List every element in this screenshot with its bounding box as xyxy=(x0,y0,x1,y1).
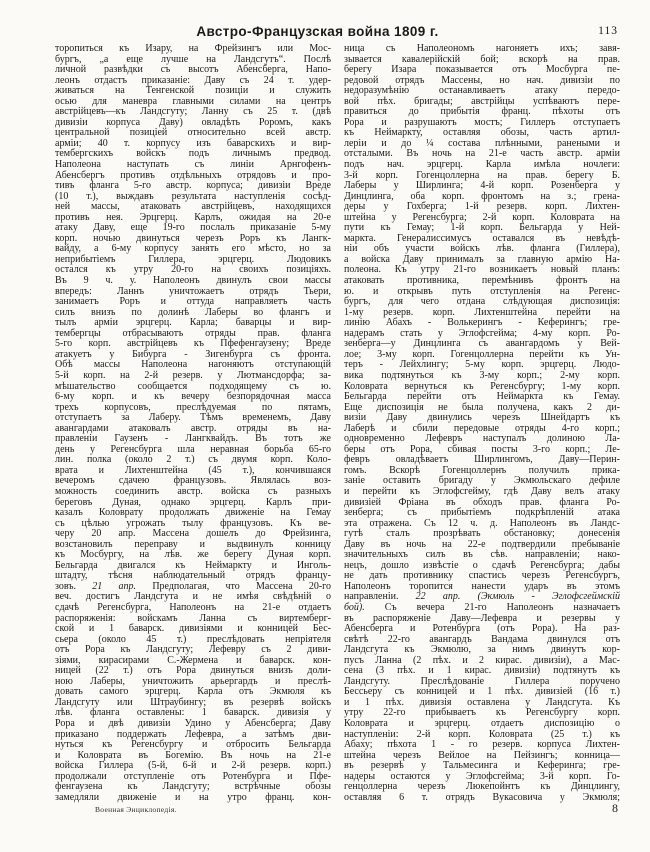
text-line: распоряженія: войскамъ Ланна съ виртемберг- xyxy=(55,612,331,624)
text-line: теръ - Лейхлингу; 5-му корп. эрцгерц. Людо- xyxy=(344,359,620,371)
text-line: бургъ, для чего отдана слѣдующая диспозиція: xyxy=(344,296,620,308)
text-line: линію Абахъ - Волькерингъ - Кеферингъ; гре- xyxy=(344,317,620,329)
text-line: отъ Рора къ Ландсгуту; Лефевру съ 2 диви- xyxy=(55,644,331,656)
text-line: Ландсгуту или Штраубингу; въ резервѣ войскъ xyxy=(55,696,331,708)
text-line: пути къ Гемау; 1-й корп. Бельгарда у Ней- xyxy=(344,222,620,234)
text-line: атаку Даву, еще 19-го послалъ приказаніе 5-му xyxy=(55,222,331,234)
text-line: къ Мосбургу, на лѣв. же берегу Дуная корп. xyxy=(55,549,331,561)
text-line: корп. ночью двинуться черезъ Роръ къ Лангк- xyxy=(55,232,331,244)
text-line: тембергскихъ войскъ подъ личнымъ предвод. xyxy=(55,148,331,160)
text-line: нецъ, дошло извѣстіе о сдачѣ Регенсбурга; дабы xyxy=(344,559,620,571)
text-line: тивъ фланга 5-го австр. корпуса; дивизіи Вреде xyxy=(55,180,331,192)
text-line: отступаетъ за Лаберу. Тѣмъ временемъ, Даву xyxy=(55,412,331,424)
text-line: Ландсгуту. Преслѣдованіе Гиллера поручено xyxy=(344,675,620,687)
text-line: веч. достигъ Ландсгута и не имѣя свѣдѣній о xyxy=(55,591,331,603)
text-line: деры у Гохберга; 1-й резерв. корп. Лихтен- xyxy=(344,201,620,213)
text-line: отсталыми. Въ ночь на 21-е часть австр. арміи xyxy=(344,148,620,160)
text-line: торопиться къ Изару, на Фрейзингъ или Мос- xyxy=(55,43,331,54)
text-line: неприбытіемъ Гиллера, эрцгерц. Людовикъ xyxy=(55,253,331,265)
text-line: вика подтянуться къ 3-му корп.; 2-му корп. xyxy=(344,369,620,381)
text-line: зенберга—у Динцлинга съ авангардомъ у Вей- xyxy=(344,338,620,350)
text-line: нуться къ Регенсбургу и отбросить Бельгарда xyxy=(55,739,331,751)
text-line: 6-му корп. и къ вечеру безпорядочная масса xyxy=(55,391,331,403)
text-line: замедляли движеніе и на утро франц. кон- xyxy=(55,791,331,803)
text-line: правленіи Гаузенъ - Лангквайдъ. Въ тотъ же xyxy=(55,433,331,445)
text-line: подъ нач. эрцгерц. Карла имѣла ночлеги: xyxy=(344,159,620,171)
text-line: атаковать противника, перемѣнивъ фронтъ на xyxy=(344,275,620,287)
text-line: надеры остаются у Эглофсгейма; 3-й корп. Го- xyxy=(344,770,620,782)
text-line: въ распоряженіе Даву—Лефевра и резервы у xyxy=(344,612,620,624)
text-line: бургъ, „а еще лучше на Ландсгутъ“. Послѣ xyxy=(55,53,331,65)
text-line: свѣтѣ 22-го авангардъ Вандама двинулся отъ xyxy=(344,633,620,645)
text-line: ница съ Наполеономъ нагоняетъ ихъ; завя- xyxy=(344,43,620,54)
text-line: Коловрата вернуться къ Регенсбургу; 1-му корп. xyxy=(344,380,620,392)
running-head xyxy=(55,24,620,40)
text-line: зенберга; съ прибытіемъ подкрѣпленій атака xyxy=(344,507,620,519)
text-line: гутѣ сталъ прозрѣвать обстановку; донесенія xyxy=(344,528,620,540)
text-line: а войска Даву принималъ за главную армію На- xyxy=(344,253,620,265)
text-line: наступленіи: 2-й корп. Коловрата (25 т.) къ xyxy=(344,728,620,740)
text-line: заніе оставить бригаду у Экмюльскаго дефиле xyxy=(344,475,620,487)
text-line: тылъ арміи эрцгерц. Карла; баварцы и вир- xyxy=(55,317,331,329)
text-line: авангардами атаковалъ австр. отряды въ на- xyxy=(55,422,331,434)
text-columns xyxy=(55,44,620,803)
text-line: не дать противнику спастись черезъ Регенсбургъ, xyxy=(344,570,620,582)
text-line: войска Гиллера (5-й, 6-й и 2-й резерв. корп.) xyxy=(55,760,331,772)
text-line: врата и Лихтенштейна (45 т.), кончившаяся xyxy=(55,464,331,476)
text-line: съ цѣлью угрожать тылу французовъ. Къ ве- xyxy=(55,517,331,529)
text-line: фенгаузена къ Ландсгуту; встрѣчные обозы xyxy=(55,781,331,793)
text-line: сьера (около 45 т.) преслѣдовать непріятеля xyxy=(55,633,331,645)
text-line: недоразумѣнію останавливаетъ атаку передо- xyxy=(344,85,620,97)
text-line: въ резервѣ у Тальмесинга и Кеферинга; гре- xyxy=(344,760,620,772)
text-line: 1-му резерв. корп. Лихтенштейна перейти на xyxy=(344,306,620,318)
text-line: береговъ Дуная, однако эрцгерц. Карлъ при- xyxy=(55,496,331,508)
text-line: и 1 пѣх. дивизія оставлена у Ландсгута. Къ xyxy=(344,696,620,708)
text-line: ніи объ участи войскъ лѣв. фланга (Гиллера), xyxy=(344,243,620,255)
text-line: эта отражена. Съ 12 ч. д. Наполеонъ въ Ландс- xyxy=(344,517,620,529)
text-line: утру 22-го прибываетъ къ Регенсбургу корп. xyxy=(344,707,620,719)
text-line: приказано поддержать Лефевра, а затѣмъ дви- xyxy=(55,728,331,740)
text-line: Абенсберга и Ротенбурга (отъ Рора). На раз- xyxy=(344,623,620,635)
text-line: вайду, а 6-му корпусу занять его мѣсто, но за xyxy=(55,243,331,255)
text-line: и Коловрата въ Богемію. Въ ночь на 21-е xyxy=(55,749,331,761)
text-line: ницей (22 т.) отъ Рора двинуться внизъ доли- xyxy=(55,665,331,677)
text-line: Бельгарда перейти отъ Неймаркта къ Гемау. xyxy=(344,391,620,403)
text-line: одновременно Лефевръ наступалъ долиною Ла- xyxy=(344,433,620,445)
text-line: мѣшательство сообщается подходящему съ ю. xyxy=(55,380,331,392)
text-line: лин. полка (около 2 т.) съ двумя корп. Коло- xyxy=(55,454,331,466)
text-line: Въ 9 ч. у. Наполеонъ двинулъ свои массы xyxy=(55,275,331,287)
text-line: надерамъ стать у Эглофсгейма; 4-му корп. Ро- xyxy=(344,327,620,339)
text-line: тембергцы отбрасываютъ отряды прав. фланга xyxy=(55,327,331,339)
text-line: лое; 3-му корп. Гогенцоллерна перейти къ Ун- xyxy=(344,348,620,360)
text-line: Обѣ массы Наполеона нагоняютъ отступающій xyxy=(55,359,331,371)
text-line: Бессьеру съ конницей и 1 пѣх. дивизіей (16 т.) xyxy=(344,686,620,698)
text-line: Лаберы у Ширлинга; 4-й корп. Розенберга у xyxy=(344,180,620,192)
text-line: Наполеона наступать съ линіи Арнгофенъ- xyxy=(55,159,331,171)
text-line: Абаху; пѣхота 1 - го резерв. корпуса Лихтен- xyxy=(344,739,620,751)
text-line: 3-й корп. Гогенцоллерна на прав. берегу Б. xyxy=(344,169,620,181)
text-line: центральной позиціей относительно всей австр. xyxy=(55,127,331,139)
text-line: редовой отрядъ Массены, но нач. дивизіи по xyxy=(344,74,620,86)
text-line: полеона. Къ утру 21-го возникаетъ новый планъ: xyxy=(344,264,620,276)
text-line: беры отъ Рора, сбивая посты 3-го корп.; Ле- xyxy=(344,443,620,455)
text-line: атакуетъ у Бибурга - Зигенбурга съ фронта. xyxy=(55,348,331,360)
text-line: Бельгарда двигался къ Неймаркту и Инголь- xyxy=(55,559,331,571)
text-line: 5-й корп. на 2-й резерв. у Лютмансдорфа; за- xyxy=(55,369,331,381)
text-line: ною Лаберы, уничтожить арьергардъ и преслѣ- xyxy=(55,675,331,687)
publisher-imprint: Военная Энциклопедія. xyxy=(95,805,177,814)
text-line: Динцлинга, оба корп. фронтомъ на з.; грена- xyxy=(344,190,620,202)
text-line: впередъ: Ланнъ уничтожаетъ отрядъ Тьери, xyxy=(55,285,331,297)
right-text-column xyxy=(344,44,620,803)
text-line: направленіи. 22 апр. (Экмюль - Эглофсгеймскій xyxy=(344,591,620,603)
text-line: осью для маневра главными силами на центръ xyxy=(55,95,331,107)
text-line: къ Неймаркту, оставляя обозы, часть артил- xyxy=(344,127,620,139)
text-line: продолжали отступленіе отъ Ротенбурга и Пфе- xyxy=(55,770,331,782)
text-line: довать самого эрцгерц. Карла отъ Экмюля къ xyxy=(55,686,331,698)
text-line: австрійцевъ—къ Ландсгуту; Ланну съ 25 т. (двѣ xyxy=(55,106,331,118)
text-line: ю. и открывъ путь отступленія на Регенс- xyxy=(344,285,620,297)
text-line: силъ внизъ по долинѣ Лаберы во флангъ и xyxy=(55,306,331,318)
text-line: живаться на Тенгенской позиціи и служить xyxy=(55,85,331,97)
text-line: трехъ корпусовъ, преслѣдуемая по пятамъ, xyxy=(55,401,331,413)
text-line: февръ овладѣваетъ Ширлингомъ, Даву—Перин- xyxy=(344,454,620,466)
text-line: штейна у Регенсбурга; 2-й корп. Коловрата на xyxy=(344,211,620,223)
text-line: Еще диспозиція не была получена, какъ 2 ди- xyxy=(344,401,620,413)
text-line: Ландсгута къ Экмюлю, за нимъ двинутъ кор- xyxy=(344,644,620,656)
text-line: зывается кавалерійскій бой; вскорѣ на прав. xyxy=(344,53,620,65)
text-line: казалъ Коловрату продолжать движеніе на Гемау xyxy=(55,507,331,519)
text-line: ней массы, атаковать австрійцевъ, находящихся xyxy=(55,201,331,213)
text-line: визіи Даву двинулись черезъ Шнейдартъ къ xyxy=(344,412,620,424)
text-line: (10 т.), выждавъ результата наступленія сосѣд- xyxy=(55,190,331,202)
text-line: дивизіи корпуса Даву) овладѣть Роромъ, какъ xyxy=(55,116,331,128)
text-line: остался къ утру 20-го на своихъ позиціяхъ. xyxy=(55,264,331,276)
text-line: вечеромъ сдачею французовъ. Являлась воз- xyxy=(55,475,331,487)
text-line: и перейти къ Эглофсгейму, гдѣ Даву велъ атаку xyxy=(344,485,620,497)
text-line: Рора и двѣ дивизіи Удино у Абенсберга; Даву xyxy=(55,718,331,729)
text-line: черу 20 апр. Массена дошелъ до Фрейзинга, xyxy=(55,528,331,540)
text-line: Наполеонъ торопится нанести ударъ въ этомъ xyxy=(344,580,620,592)
page-title: Австро-Французская война 1809 г. xyxy=(196,24,439,39)
text-line: можность соединить австр. войска съ разныхъ xyxy=(55,485,331,497)
text-line: штадту, тѣсня наблюдательный отрядъ францу- xyxy=(55,570,331,582)
text-line: Коловрата и эрцгерц. отдаетъ диспозицію о xyxy=(344,718,620,729)
text-line: Лаберѣ и сбили передовые отряды 4-го корп.; xyxy=(344,422,620,434)
text-line: оставляя 6 т. отрядъ Вукасовича у Экмюля; xyxy=(344,791,620,803)
text-line: личной развѣдки съ высотъ Абенсберга, Напо- xyxy=(55,64,331,76)
text-line: зіями, кирасирами С.-Жермена и баварск. кон- xyxy=(55,654,331,666)
text-line: арміи; 40 т. корпусу изъ баварскихъ и вир- xyxy=(55,137,331,149)
text-line: сдачѣ Регенсбурга, Наполеонъ на 21-е отдаетъ xyxy=(55,601,331,613)
text-line: возстановилъ переправу и выдвинулъ конницу xyxy=(55,538,331,550)
text-line: противъ нея. Эрцгерц. Карлъ, ожидая на 20-е xyxy=(55,211,331,223)
text-line: вой пѣх. бригады; австрійцы успѣваютъ пере- xyxy=(344,95,620,107)
page-number: 113 xyxy=(598,25,618,37)
left-text-column xyxy=(55,44,331,803)
text-line: зовъ. 21 апр. Предполагая, что Массена 20-го xyxy=(55,580,331,592)
text-line: генцоллерна черезъ Люкепойнтъ къ Динцлингу, xyxy=(344,781,620,793)
text-line: Абенсбергъ противъ отдѣльныхъ отрядовъ и про- xyxy=(55,169,331,181)
text-line: леонъ отдастъ приказаніе: Даву съ 24 т. удер- xyxy=(55,74,331,86)
text-line: берегу Изара показывается отъ Мосбурга пе- xyxy=(344,64,620,76)
text-line: лѣв. фланга оставлены: 1 баварск. дивизія у xyxy=(55,707,331,719)
text-line: маркта. Генералиссимусъ оставался въ невѣдѣ- xyxy=(344,232,620,244)
text-line: значительныхъ силъ въ сѣв. направленіи; нако- xyxy=(344,549,620,561)
text-line: занимаетъ Роръ и оттуда направляетъ часть xyxy=(55,296,331,308)
text-line: бой). Съ вечера 21-го Наполеонъ назначаетъ xyxy=(344,601,620,613)
text-line: ской и 1 баварск. дивизіями и конницей Бес- xyxy=(55,623,331,635)
text-line: пусъ Ланна (2 пѣх. и 2 кирас. дивизіи), а Мас- xyxy=(344,654,620,666)
text-line: Даву въ ночь на 22-е подтвердили пребываніе xyxy=(344,538,620,550)
text-line: 5-го корп. австрійцевъ къ Пфефенгаузену; Вреде xyxy=(55,338,331,350)
text-line: правиться до прибытія франц. пѣхоты отъ xyxy=(344,106,620,118)
text-line: дивизіей Фріана въ обходъ прав. фланга Ро- xyxy=(344,496,620,508)
signature-mark: 8 xyxy=(612,801,618,815)
text-line: гомъ. Вскорѣ Гогенцоллернъ получилъ прика- xyxy=(344,464,620,476)
text-line: леріи и до ¼ состава плѣнными, ранеными и xyxy=(344,137,620,149)
text-line: штейна черезъ Вейлое на Пейзингъ; конница— xyxy=(344,749,620,761)
text-line: день у Регенсбурга шла неравная борьба 65-го xyxy=(55,443,331,455)
text-line: сена (3 пѣх. и 1 кирас. дивизіи) подтянутъ къ xyxy=(344,665,620,677)
text-line: Рора и разрушаютъ мостъ; Гиллеръ отступаетъ xyxy=(344,116,620,128)
